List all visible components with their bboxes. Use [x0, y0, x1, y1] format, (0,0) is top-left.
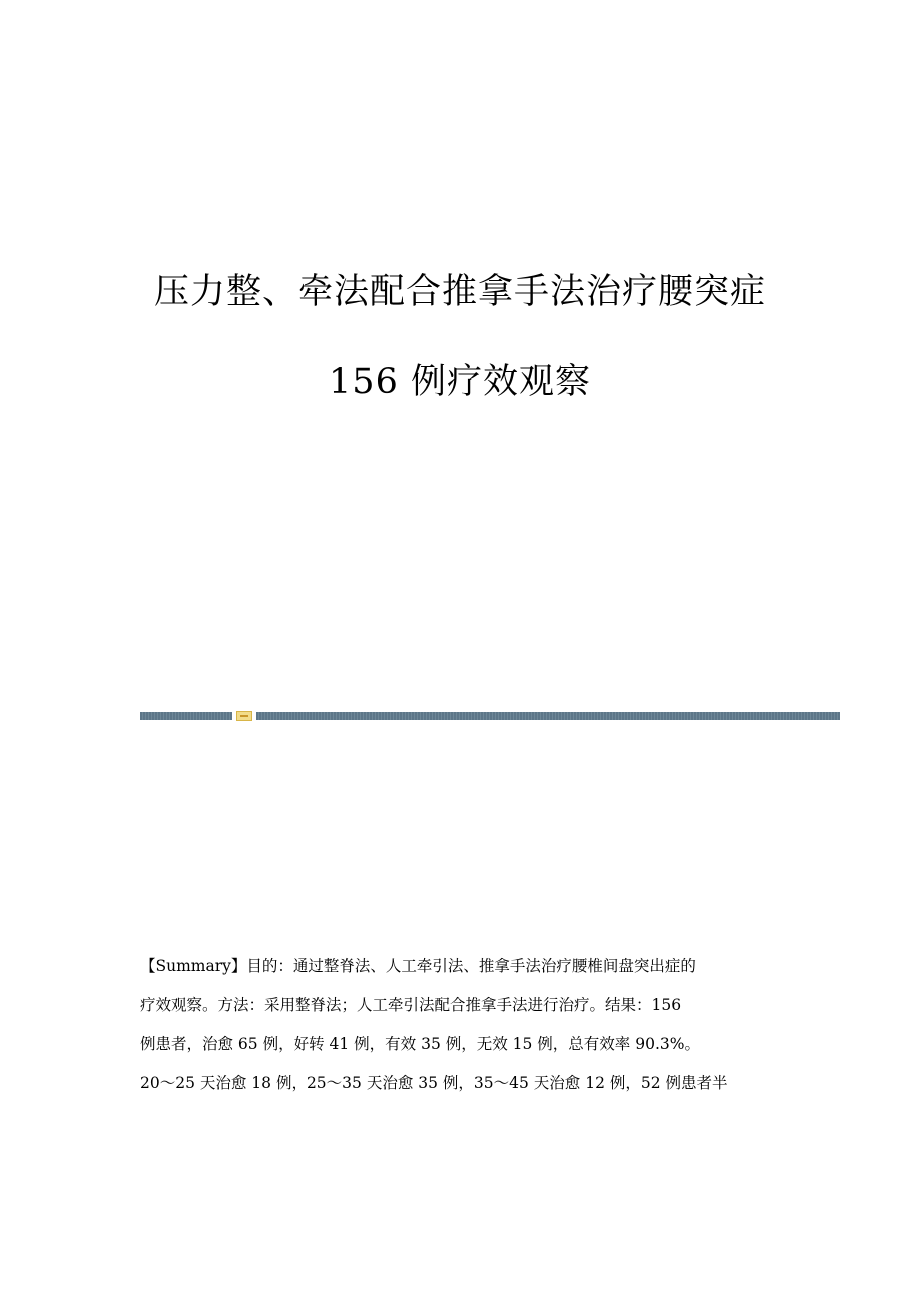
document-title-line-1: 压力整、牵法配合推拿手法治疗腰突症 [153, 272, 766, 312]
title-divider [140, 712, 840, 720]
summary-line: 例患者，治愈 65 例，好转 41 例，有效 35 例，无效 15 例，总有效率 90.3%。 [140, 1035, 700, 1053]
summary-paragraph [140, 947, 790, 1103]
summary-line: 【Summary】目的：通过整脊法、人工牵引法、推拿手法治疗腰椎间盘突出症的 [140, 957, 696, 975]
divider-bar-left [140, 712, 232, 720]
document-title-line-2: 156 例疗效观察 [329, 362, 591, 402]
summary-line: 20～25 天治愈 18 例，25～35 天治愈 35 例，35～45 天治愈 12 例，52 例患者半 [140, 1074, 728, 1092]
divider-bar-right [256, 712, 840, 720]
divider-ornament-icon [236, 711, 252, 721]
summary-line: 疗效观察。方法：采用整脊法；人工牵引法配合推拿手法进行治疗。结果：156 [140, 996, 682, 1014]
